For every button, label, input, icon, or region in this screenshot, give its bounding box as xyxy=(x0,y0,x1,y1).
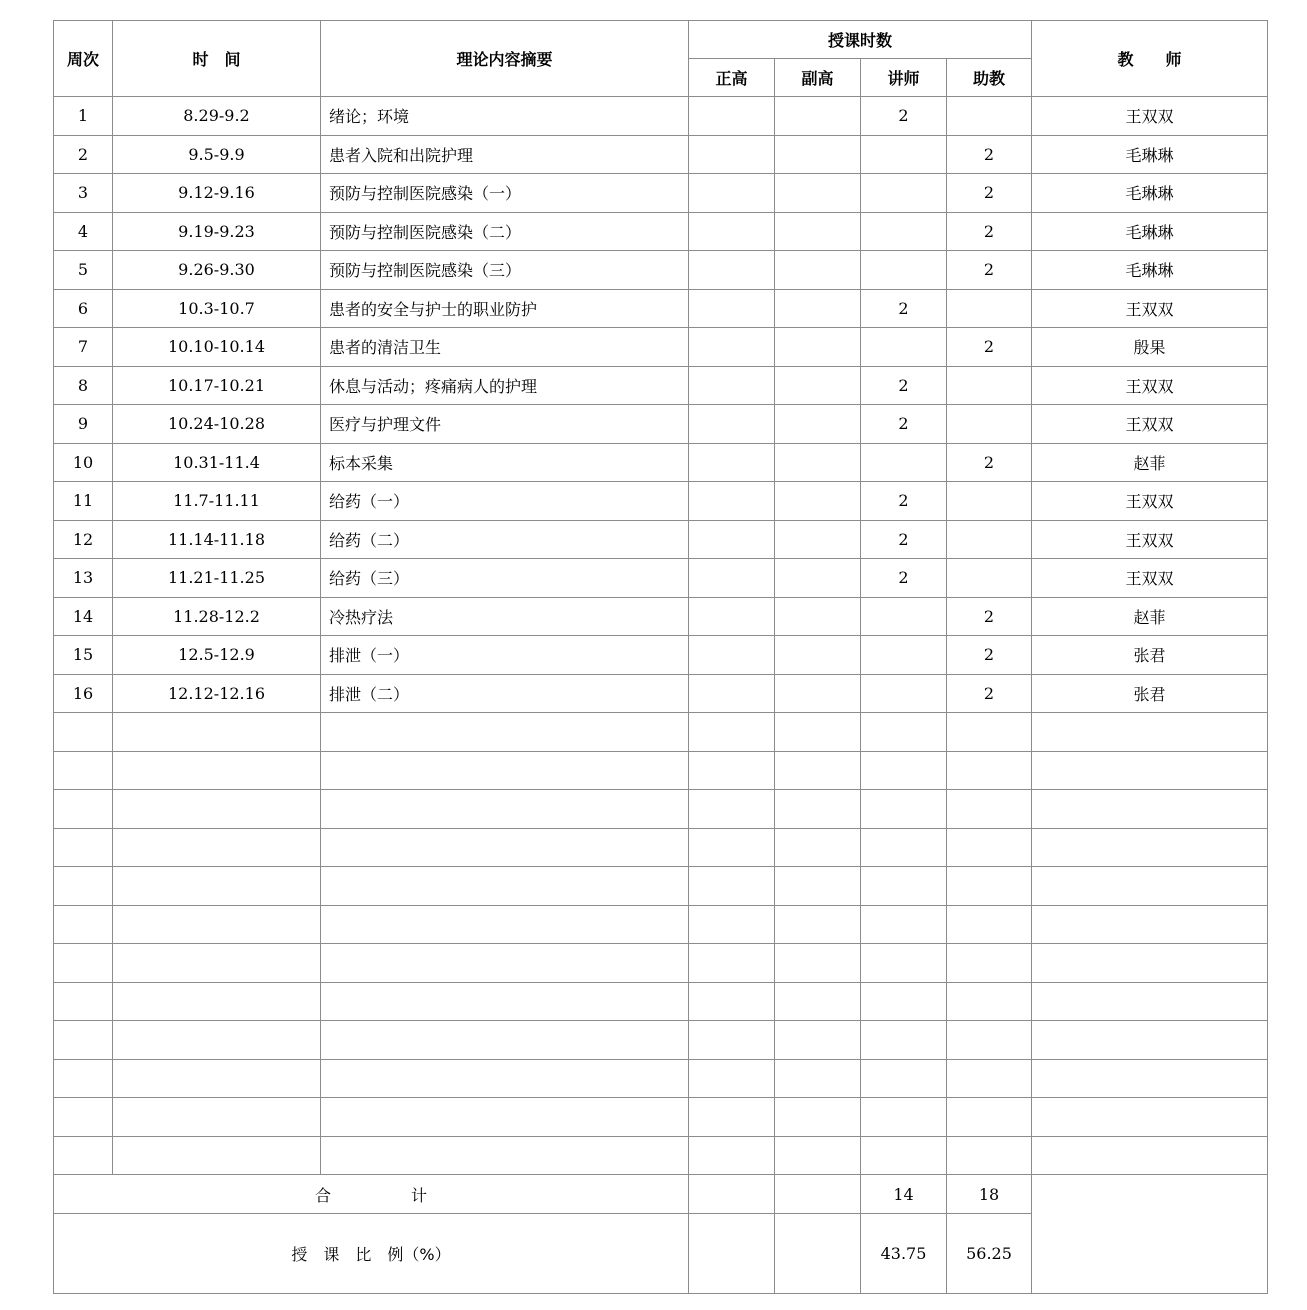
empty-cell xyxy=(1032,1098,1268,1137)
empty-cell xyxy=(947,1136,1032,1175)
empty-cell xyxy=(861,982,947,1021)
empty-cell xyxy=(775,1021,861,1060)
empty-cell xyxy=(861,751,947,790)
header-row-1 xyxy=(54,21,1268,59)
header-hours-group: 授课时数 xyxy=(689,21,1032,59)
empty-cell xyxy=(689,751,775,790)
teacher-cell: 张君 xyxy=(1032,674,1268,713)
empty-cell xyxy=(689,905,775,944)
empty-cell xyxy=(861,944,947,983)
time-cell: 11.14-11.18 xyxy=(113,520,321,559)
content-cell: 预防与控制医院感染（一） xyxy=(321,174,689,213)
empty-cell xyxy=(54,1098,113,1137)
teacher-cell: 毛琳琳 xyxy=(1032,174,1268,213)
week-cell: 6 xyxy=(54,289,113,328)
time-cell: 12.12-12.16 xyxy=(113,674,321,713)
fugao-cell xyxy=(775,366,861,405)
empty-cell xyxy=(861,867,947,906)
empty-cell xyxy=(689,944,775,983)
week-cell: 13 xyxy=(54,559,113,598)
fugao-cell xyxy=(775,520,861,559)
week-cell: 7 xyxy=(54,328,113,367)
empty-cell xyxy=(113,944,321,983)
zhenggao-cell xyxy=(689,289,775,328)
empty-cell xyxy=(54,1059,113,1098)
empty-cell xyxy=(321,751,689,790)
content-cell: 给药（二） xyxy=(321,520,689,559)
totals-row xyxy=(54,1175,1268,1214)
empty-cell xyxy=(321,828,689,867)
fugao-cell xyxy=(775,443,861,482)
empty-row xyxy=(54,867,1268,906)
fugao-cell xyxy=(775,135,861,174)
table-row xyxy=(54,212,1268,251)
empty-cell xyxy=(689,1136,775,1175)
header-fugao: 副高 xyxy=(775,59,861,97)
empty-cell xyxy=(775,867,861,906)
table-row xyxy=(54,174,1268,213)
content-cell: 休息与活动；疼痛病人的护理 xyxy=(321,366,689,405)
header-jiangshi: 讲师 xyxy=(861,59,947,97)
content-cell: 患者的清洁卫生 xyxy=(321,328,689,367)
zhenggao-cell xyxy=(689,405,775,444)
empty-cell xyxy=(321,944,689,983)
time-cell: 9.5-9.9 xyxy=(113,135,321,174)
zhenggao-cell xyxy=(689,559,775,598)
teacher-cell: 毛琳琳 xyxy=(1032,212,1268,251)
empty-cell xyxy=(947,1098,1032,1137)
table-row xyxy=(54,251,1268,290)
empty-cell xyxy=(113,713,321,752)
time-cell: 12.5-12.9 xyxy=(113,636,321,675)
empty-cell xyxy=(689,790,775,829)
zhujiao-cell: 2 xyxy=(947,636,1032,675)
time-cell: 10.31-11.4 xyxy=(113,443,321,482)
teacher-cell: 王双双 xyxy=(1032,520,1268,559)
empty-cell xyxy=(775,1059,861,1098)
zhenggao-cell xyxy=(689,482,775,521)
jiangshi-cell: 2 xyxy=(861,482,947,521)
empty-cell xyxy=(113,1136,321,1175)
jiangshi-cell: 2 xyxy=(861,405,947,444)
zhujiao-cell xyxy=(947,482,1032,521)
zhujiao-cell: 2 xyxy=(947,443,1032,482)
fugao-cell xyxy=(775,289,861,328)
fugao-cell xyxy=(775,674,861,713)
week-cell: 15 xyxy=(54,636,113,675)
jiangshi-cell xyxy=(861,636,947,675)
time-cell: 10.3-10.7 xyxy=(113,289,321,328)
table-row xyxy=(54,135,1268,174)
zhenggao-cell xyxy=(689,135,775,174)
fugao-cell xyxy=(775,597,861,636)
empty-cell xyxy=(54,751,113,790)
empty-cell xyxy=(689,828,775,867)
time-cell: 9.26-9.30 xyxy=(113,251,321,290)
zhujiao-cell: 2 xyxy=(947,174,1032,213)
empty-cell xyxy=(947,751,1032,790)
jiangshi-cell: 2 xyxy=(861,559,947,598)
fugao-cell xyxy=(775,482,861,521)
table-row xyxy=(54,443,1268,482)
empty-cell xyxy=(321,1059,689,1098)
table-row xyxy=(54,328,1268,367)
fugao-cell xyxy=(775,212,861,251)
content-cell: 医疗与护理文件 xyxy=(321,405,689,444)
empty-cell xyxy=(689,1021,775,1060)
zhenggao-cell xyxy=(689,636,775,675)
content-cell: 给药（一） xyxy=(321,482,689,521)
jiangshi-cell xyxy=(861,212,947,251)
teacher-cell: 张君 xyxy=(1032,636,1268,675)
zhenggao-cell xyxy=(689,251,775,290)
empty-cell xyxy=(861,905,947,944)
teacher-cell: 王双双 xyxy=(1032,405,1268,444)
week-cell: 9 xyxy=(54,405,113,444)
week-cell: 4 xyxy=(54,212,113,251)
empty-cell xyxy=(54,713,113,752)
empty-cell xyxy=(689,867,775,906)
time-cell: 11.28-12.2 xyxy=(113,597,321,636)
empty-cell xyxy=(321,1098,689,1137)
zhujiao-cell: 2 xyxy=(947,212,1032,251)
content-cell: 排泄（二） xyxy=(321,674,689,713)
ratio-label: 授 课 比 例（%） xyxy=(54,1214,689,1294)
time-cell: 11.7-11.11 xyxy=(113,482,321,521)
empty-cell xyxy=(321,1021,689,1060)
empty-cell xyxy=(775,790,861,829)
empty-row xyxy=(54,1098,1268,1137)
empty-cell xyxy=(113,1098,321,1137)
header-content: 理论内容摘要 xyxy=(321,21,689,97)
content-cell: 标本采集 xyxy=(321,443,689,482)
week-cell: 8 xyxy=(54,366,113,405)
content-cell: 患者入院和出院护理 xyxy=(321,135,689,174)
zhujiao-cell: 2 xyxy=(947,674,1032,713)
fugao-cell xyxy=(775,251,861,290)
empty-cell xyxy=(861,1098,947,1137)
empty-cell xyxy=(1032,1021,1268,1060)
totals-jiangshi: 14 xyxy=(861,1175,947,1214)
header-teacher: 教 师 xyxy=(1032,21,1268,97)
empty-cell xyxy=(861,1059,947,1098)
empty-cell xyxy=(861,828,947,867)
teaching-schedule-table xyxy=(53,20,1268,1294)
zhenggao-cell xyxy=(689,443,775,482)
empty-cell xyxy=(947,828,1032,867)
zhujiao-cell xyxy=(947,289,1032,328)
empty-cell xyxy=(1032,867,1268,906)
empty-cell xyxy=(947,982,1032,1021)
empty-cell xyxy=(113,828,321,867)
totals-label: 合 计 xyxy=(54,1175,689,1214)
zhujiao-cell: 2 xyxy=(947,135,1032,174)
empty-cell xyxy=(321,790,689,829)
empty-cell xyxy=(1032,790,1268,829)
zhenggao-cell xyxy=(689,597,775,636)
jiangshi-cell xyxy=(861,328,947,367)
content-cell: 预防与控制医院感染（二） xyxy=(321,212,689,251)
empty-cell xyxy=(861,1021,947,1060)
empty-cell xyxy=(775,1098,861,1137)
content-cell: 预防与控制医院感染（三） xyxy=(321,251,689,290)
empty-cell xyxy=(775,905,861,944)
teacher-cell: 赵菲 xyxy=(1032,597,1268,636)
jiangshi-cell: 2 xyxy=(861,97,947,136)
teacher-cell: 赵菲 xyxy=(1032,443,1268,482)
header-zhenggao: 正高 xyxy=(689,59,775,97)
header-zhujiao: 助教 xyxy=(947,59,1032,97)
zhujiao-cell xyxy=(947,520,1032,559)
table-row xyxy=(54,597,1268,636)
empty-cell xyxy=(113,905,321,944)
empty-cell xyxy=(689,1059,775,1098)
time-cell: 11.21-11.25 xyxy=(113,559,321,598)
empty-cell xyxy=(113,790,321,829)
empty-cell xyxy=(321,867,689,906)
empty-cell xyxy=(1032,982,1268,1021)
zhujiao-cell: 2 xyxy=(947,251,1032,290)
empty-cell xyxy=(54,867,113,906)
time-cell: 9.12-9.16 xyxy=(113,174,321,213)
fugao-cell xyxy=(775,174,861,213)
empty-cell xyxy=(321,905,689,944)
empty-cell xyxy=(775,1136,861,1175)
time-cell: 8.29-9.2 xyxy=(113,97,321,136)
empty-cell xyxy=(1032,1136,1268,1175)
zhenggao-cell xyxy=(689,97,775,136)
zhujiao-cell xyxy=(947,366,1032,405)
jiangshi-cell xyxy=(861,443,947,482)
empty-row xyxy=(54,944,1268,983)
table-row xyxy=(54,97,1268,136)
empty-cell xyxy=(947,944,1032,983)
empty-cell xyxy=(54,1021,113,1060)
jiangshi-cell xyxy=(861,251,947,290)
fugao-cell xyxy=(775,636,861,675)
teacher-cell: 王双双 xyxy=(1032,289,1268,328)
empty-cell xyxy=(775,713,861,752)
totals-teacher-merged xyxy=(1032,1175,1268,1294)
table-row xyxy=(54,674,1268,713)
empty-cell xyxy=(775,751,861,790)
week-cell: 11 xyxy=(54,482,113,521)
empty-cell xyxy=(1032,1059,1268,1098)
empty-cell xyxy=(54,790,113,829)
week-cell: 2 xyxy=(54,135,113,174)
time-cell: 10.24-10.28 xyxy=(113,405,321,444)
empty-cell xyxy=(947,905,1032,944)
jiangshi-cell xyxy=(861,674,947,713)
content-cell: 冷热疗法 xyxy=(321,597,689,636)
ratio-zhujiao: 56.25 xyxy=(947,1214,1032,1294)
totals-zhenggao xyxy=(689,1175,775,1214)
empty-cell xyxy=(54,905,113,944)
empty-cell xyxy=(689,1098,775,1137)
table-row xyxy=(54,405,1268,444)
ratio-jiangshi: 43.75 xyxy=(861,1214,947,1294)
week-cell: 5 xyxy=(54,251,113,290)
teacher-cell: 王双双 xyxy=(1032,559,1268,598)
table-row xyxy=(54,636,1268,675)
empty-cell xyxy=(321,982,689,1021)
jiangshi-cell: 2 xyxy=(861,366,947,405)
table-row xyxy=(54,289,1268,328)
fugao-cell xyxy=(775,97,861,136)
jiangshi-cell: 2 xyxy=(861,520,947,559)
empty-cell xyxy=(947,790,1032,829)
content-cell: 患者的安全与护士的职业防护 xyxy=(321,289,689,328)
time-cell: 9.19-9.23 xyxy=(113,212,321,251)
empty-cell xyxy=(1032,944,1268,983)
empty-row xyxy=(54,828,1268,867)
teacher-cell: 毛琳琳 xyxy=(1032,251,1268,290)
teacher-cell: 王双双 xyxy=(1032,482,1268,521)
empty-cell xyxy=(775,982,861,1021)
fugao-cell xyxy=(775,405,861,444)
zhujiao-cell: 2 xyxy=(947,597,1032,636)
totals-fugao xyxy=(775,1175,861,1214)
zhenggao-cell xyxy=(689,520,775,559)
zhenggao-cell xyxy=(689,174,775,213)
empty-cell xyxy=(947,713,1032,752)
fugao-cell xyxy=(775,328,861,367)
empty-row xyxy=(54,751,1268,790)
time-cell: 10.17-10.21 xyxy=(113,366,321,405)
empty-cell xyxy=(113,1021,321,1060)
week-cell: 12 xyxy=(54,520,113,559)
header-time: 时 间 xyxy=(113,21,321,97)
ratio-zhenggao xyxy=(689,1214,775,1294)
empty-row xyxy=(54,905,1268,944)
empty-cell xyxy=(1032,828,1268,867)
empty-cell xyxy=(54,944,113,983)
empty-cell xyxy=(947,1059,1032,1098)
week-cell: 3 xyxy=(54,174,113,213)
empty-cell xyxy=(113,982,321,1021)
zhenggao-cell xyxy=(689,328,775,367)
content-cell: 排泄（一） xyxy=(321,636,689,675)
totals-zhujiao: 18 xyxy=(947,1175,1032,1214)
empty-cell xyxy=(1032,713,1268,752)
empty-cell xyxy=(54,828,113,867)
zhujiao-cell: 2 xyxy=(947,328,1032,367)
empty-cell xyxy=(113,867,321,906)
empty-cell xyxy=(775,828,861,867)
jiangshi-cell xyxy=(861,597,947,636)
jiangshi-cell xyxy=(861,135,947,174)
empty-row xyxy=(54,1021,1268,1060)
table-row xyxy=(54,482,1268,521)
empty-cell xyxy=(54,1136,113,1175)
zhenggao-cell xyxy=(689,366,775,405)
week-cell: 16 xyxy=(54,674,113,713)
fugao-cell xyxy=(775,559,861,598)
zhenggao-cell xyxy=(689,674,775,713)
empty-row xyxy=(54,982,1268,1021)
week-cell: 1 xyxy=(54,97,113,136)
empty-cell xyxy=(113,1059,321,1098)
week-cell: 10 xyxy=(54,443,113,482)
week-cell: 14 xyxy=(54,597,113,636)
empty-cell xyxy=(689,982,775,1021)
empty-cell xyxy=(1032,905,1268,944)
jiangshi-cell xyxy=(861,174,947,213)
content-cell: 给药（三） xyxy=(321,559,689,598)
empty-cell xyxy=(321,713,689,752)
empty-cell xyxy=(775,944,861,983)
header-week: 周次 xyxy=(54,21,113,97)
empty-row xyxy=(54,1136,1268,1175)
table-row xyxy=(54,559,1268,598)
empty-cell xyxy=(861,713,947,752)
empty-cell xyxy=(1032,751,1268,790)
empty-cell xyxy=(947,1021,1032,1060)
empty-row xyxy=(54,790,1268,829)
ratio-fugao xyxy=(775,1214,861,1294)
zhujiao-cell xyxy=(947,559,1032,598)
jiangshi-cell: 2 xyxy=(861,289,947,328)
empty-row xyxy=(54,1059,1268,1098)
time-cell: 10.10-10.14 xyxy=(113,328,321,367)
table-row xyxy=(54,366,1268,405)
teacher-cell: 王双双 xyxy=(1032,366,1268,405)
empty-cell xyxy=(113,751,321,790)
empty-cell xyxy=(54,982,113,1021)
zhujiao-cell xyxy=(947,405,1032,444)
table-row xyxy=(54,520,1268,559)
empty-cell xyxy=(861,1136,947,1175)
zhenggao-cell xyxy=(689,212,775,251)
content-cell: 绪论；环境 xyxy=(321,97,689,136)
empty-row xyxy=(54,713,1268,752)
teacher-cell: 王双双 xyxy=(1032,97,1268,136)
empty-cell xyxy=(689,713,775,752)
teacher-cell: 殷果 xyxy=(1032,328,1268,367)
teacher-cell: 毛琳琳 xyxy=(1032,135,1268,174)
empty-cell xyxy=(321,1136,689,1175)
empty-cell xyxy=(947,867,1032,906)
zhujiao-cell xyxy=(947,97,1032,136)
empty-cell xyxy=(861,790,947,829)
